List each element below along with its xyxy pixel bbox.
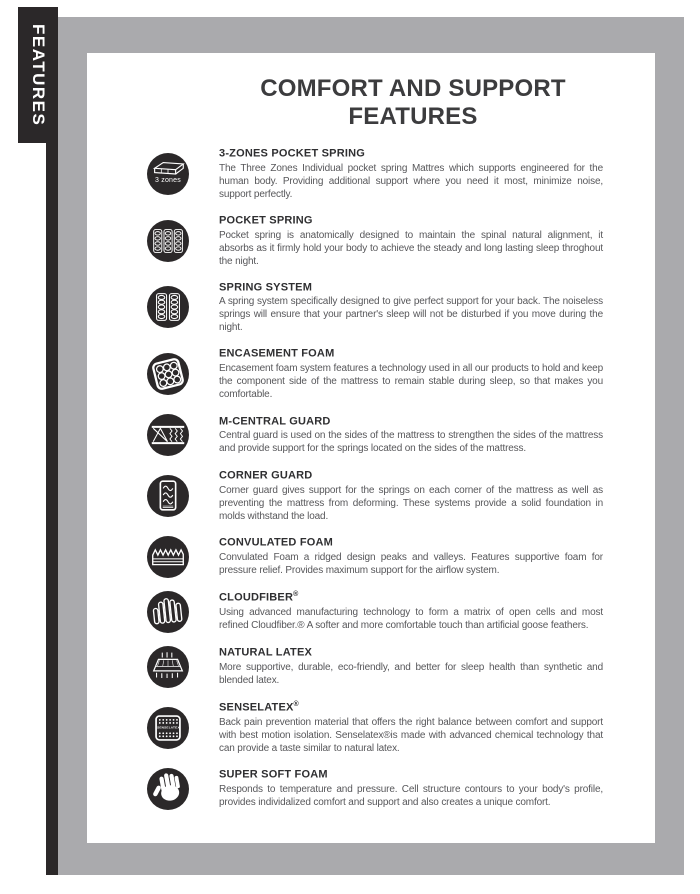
feature-row: [147, 768, 603, 810]
icon-label: SENSELATEX: [157, 726, 180, 730]
feature-text: [219, 536, 603, 577]
page-frame: [58, 17, 684, 875]
encasement-foam-icon: [147, 353, 189, 395]
feature-heading: [219, 701, 603, 714]
features-tab: [18, 7, 58, 143]
feature-text: [219, 591, 603, 632]
feature-description: Central guard is used on the sides of the mattress to strengthen the sides of the mattress and provide support for the springs located on the sides of the mattress.: [219, 430, 603, 455]
page-title: COMFORT AND SUPPORT FEATURES: [260, 75, 566, 130]
feature-heading-text: 3-ZONES POCKET SPRING: [219, 147, 365, 160]
feature-text: [219, 469, 603, 523]
registered-mark: ®: [293, 700, 299, 708]
page-content: [87, 53, 655, 843]
feature-heading: [219, 347, 603, 360]
feature-text: [219, 415, 603, 456]
feature-heading-text: SPRING SYSTEM: [219, 281, 313, 294]
feature-row: [147, 281, 603, 335]
icon-label: 3 zones: [155, 176, 181, 184]
feature-text: [219, 214, 603, 268]
feature-row: [147, 701, 603, 755]
feature-heading-text: M-CENTRAL GUARD: [219, 415, 331, 428]
feature-heading-text: POCKET SPRING: [219, 214, 313, 227]
feature-description: More supportive, durable, eco-friendly, and better for sleep health than synthetic and blended latex.: [219, 662, 603, 687]
feature-description: Responds to temperature and pressure. Cell structure contours to your body's profile, provides individalized comfort and support and also creates a unique comfort.: [219, 783, 603, 808]
feature-description: Convulated Foam a ridged design peaks and valleys. Features supportive foam for pressure relief. Provides maximum support for the airflow system.: [219, 552, 603, 577]
feature-row: [147, 536, 603, 578]
m-central-guard-icon: [147, 414, 189, 456]
feature-heading: [219, 147, 603, 160]
feature-description: Corner guard gives support for the springs on each corner of the mattress as well as preventing the mattress from deforming. These systems provide a solid foundation in molds withstand the load.: [219, 484, 603, 522]
feature-text: [219, 281, 603, 335]
corner-guard-icon: [147, 475, 189, 517]
feature-text: [219, 768, 603, 809]
senselatex-icon: [147, 707, 189, 749]
spring-system-icon: [147, 286, 189, 328]
feature-row: [147, 591, 603, 633]
feature-row: [147, 469, 603, 523]
feature-heading-text: CONVULATED FOAM: [219, 537, 334, 550]
natural-latex-icon: [147, 646, 189, 688]
feature-heading: [219, 536, 603, 549]
features-list: [147, 147, 603, 810]
feature-description: Using advanced manufacturing technology to form a matrix of open cells and most refined Cloudfiber.® A softer and more comfortable touch than artificial goose feathers.: [219, 607, 603, 632]
cloudfiber-icon: [147, 591, 189, 633]
features-tab-spine: [46, 143, 58, 875]
super-soft-foam-icon: [147, 768, 189, 810]
feature-heading-text: CORNER GUARD: [219, 469, 313, 482]
feature-row: [147, 646, 603, 688]
feature-description: Encasement foam system features a technology used in all our products to hold and keep the component side of the mattress to remain stable during sleep, so that makes you comfortable.: [219, 363, 603, 400]
feature-row: [147, 414, 603, 456]
feature-description: Back pain prevention material that offers the right balance between comfort and support with best motion isolation. Senselatex®is made with advanced chemical technology that can provide a taste similar to natural latex.: [219, 716, 603, 754]
feature-row: [147, 347, 603, 401]
feature-heading-text: ENCASEMENT FOAM: [219, 347, 335, 360]
feature-heading-text: CLOUDFIBER: [219, 592, 294, 605]
registered-mark: ®: [293, 591, 299, 599]
feature-heading: [219, 768, 603, 781]
feature-heading: [219, 469, 603, 482]
feature-row: [147, 147, 603, 201]
feature-heading-text: NATURAL LATEX: [219, 647, 313, 660]
feature-text: [219, 347, 603, 401]
feature-heading: [219, 281, 603, 294]
feature-text: [219, 701, 603, 755]
feature-heading-text: SENSELATEX: [219, 701, 294, 714]
feature-heading: [219, 415, 603, 428]
feature-description: Pocket spring is anatomically designed to maintain the spinal natural alignment, it absorbs as it firmly hold your body to achieve the steady and long lasting sleep throghout the night.: [219, 229, 603, 267]
feature-description: A spring system specifically designed to give perfect support for your back. The noiseless springs will ensure that your partner's sleep will not be disturbed if you move during the night.: [219, 296, 603, 334]
feature-text: [219, 646, 603, 687]
pocket-spring-icon: [147, 220, 189, 262]
feature-text: [219, 147, 603, 201]
feature-heading: [219, 646, 603, 659]
feature-heading: [219, 591, 603, 604]
feature-description: The Three Zones Individual pocket spring Mattres which supports engineered for the human body. Providing additional support where you need it most, minimize noise, support perfectly.: [219, 162, 603, 200]
convulated-foam-icon: [147, 536, 189, 578]
feature-heading: [219, 214, 603, 227]
3-zones-mattress-icon: [147, 153, 189, 195]
feature-heading-text: SUPER SOFT FOAM: [219, 768, 328, 781]
features-tab-label: FEATURES: [29, 23, 48, 127]
feature-row: [147, 214, 603, 268]
